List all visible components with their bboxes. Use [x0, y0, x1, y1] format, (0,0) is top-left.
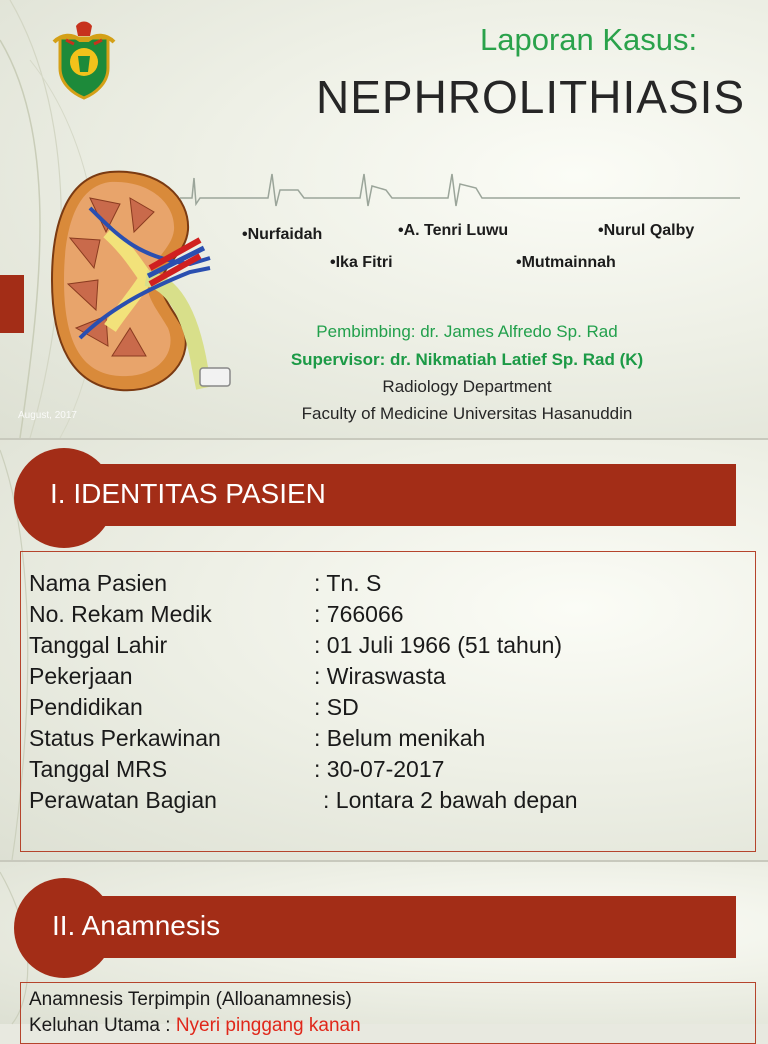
anamnesis-slide — [0, 862, 768, 1036]
section-heading: II. Anamnesis — [52, 910, 221, 941]
identity-label: Pekerjaan — [29, 663, 133, 689]
author-name: •A. Tenri Luwu — [398, 222, 509, 239]
identity-label: No. Rekam Medik — [29, 601, 212, 627]
chief-complaint-label: Keluhan Utama : — [29, 1015, 176, 1036]
author-name: •Nurul Qalby — [598, 222, 695, 239]
kidney-cross-section-icon — [50, 168, 240, 400]
patient-identity-box — [20, 551, 756, 852]
title-slide — [0, 0, 768, 438]
identity-label: Pendidikan — [29, 694, 143, 720]
section-heading: I. IDENTITAS PASIEN — [50, 478, 326, 509]
university-emblem-icon — [52, 20, 116, 100]
patient-identity-slide — [0, 440, 768, 860]
identity-value: : 766066 — [314, 601, 404, 627]
identity-value: : Tn. S — [314, 570, 382, 596]
slide-subtitle: Laporan Kasus: — [480, 22, 698, 57]
anamnesis-box — [20, 982, 756, 1044]
identity-value: : SD — [314, 694, 359, 720]
identity-label: Nama Pasien — [29, 570, 168, 596]
identity-value: : Belum menikah — [314, 725, 486, 751]
identity-value: : 30-07-2017 — [314, 756, 445, 782]
identity-label: Tanggal MRS — [29, 756, 168, 782]
identity-label: Tanggal Lahir — [29, 632, 168, 658]
slide-title: NEPHROLITHIASIS — [316, 71, 746, 123]
author-name: •Nurfaidah — [242, 226, 323, 243]
anamnesis-type: Anamnesis Terpimpin (Alloanamnesis) — [29, 989, 352, 1010]
identity-label: Perawatan Bagian — [29, 787, 217, 813]
supervisor-line: Supervisor: dr. Nikmatiah Latief Sp. Rad (K) — [290, 350, 644, 369]
author-name: •Ika Fitri — [330, 254, 393, 271]
identity-value: : Lontara 2 bawah depan — [323, 787, 578, 813]
identity-value: : 01 Juli 1966 (51 tahun) — [314, 632, 563, 658]
identity-value: : Wiraswasta — [314, 663, 446, 689]
author-name: •Mutmainnah — [516, 254, 616, 271]
identity-label: Status Perkawinan — [29, 725, 221, 751]
faculty-line: Faculty of Medicine Universitas Hasanuddin — [301, 404, 633, 423]
ecg-line — [180, 168, 740, 218]
advisor-line: Pembimbing: dr. James Alfredo Sp. Rad — [316, 322, 618, 341]
slide-date: August, 2017 — [18, 410, 77, 421]
chief-complaint-value: Nyeri pinggang kanan — [175, 1015, 361, 1036]
department-line: Radiology Department — [382, 377, 552, 396]
chief-complaint — [29, 1015, 361, 1037]
